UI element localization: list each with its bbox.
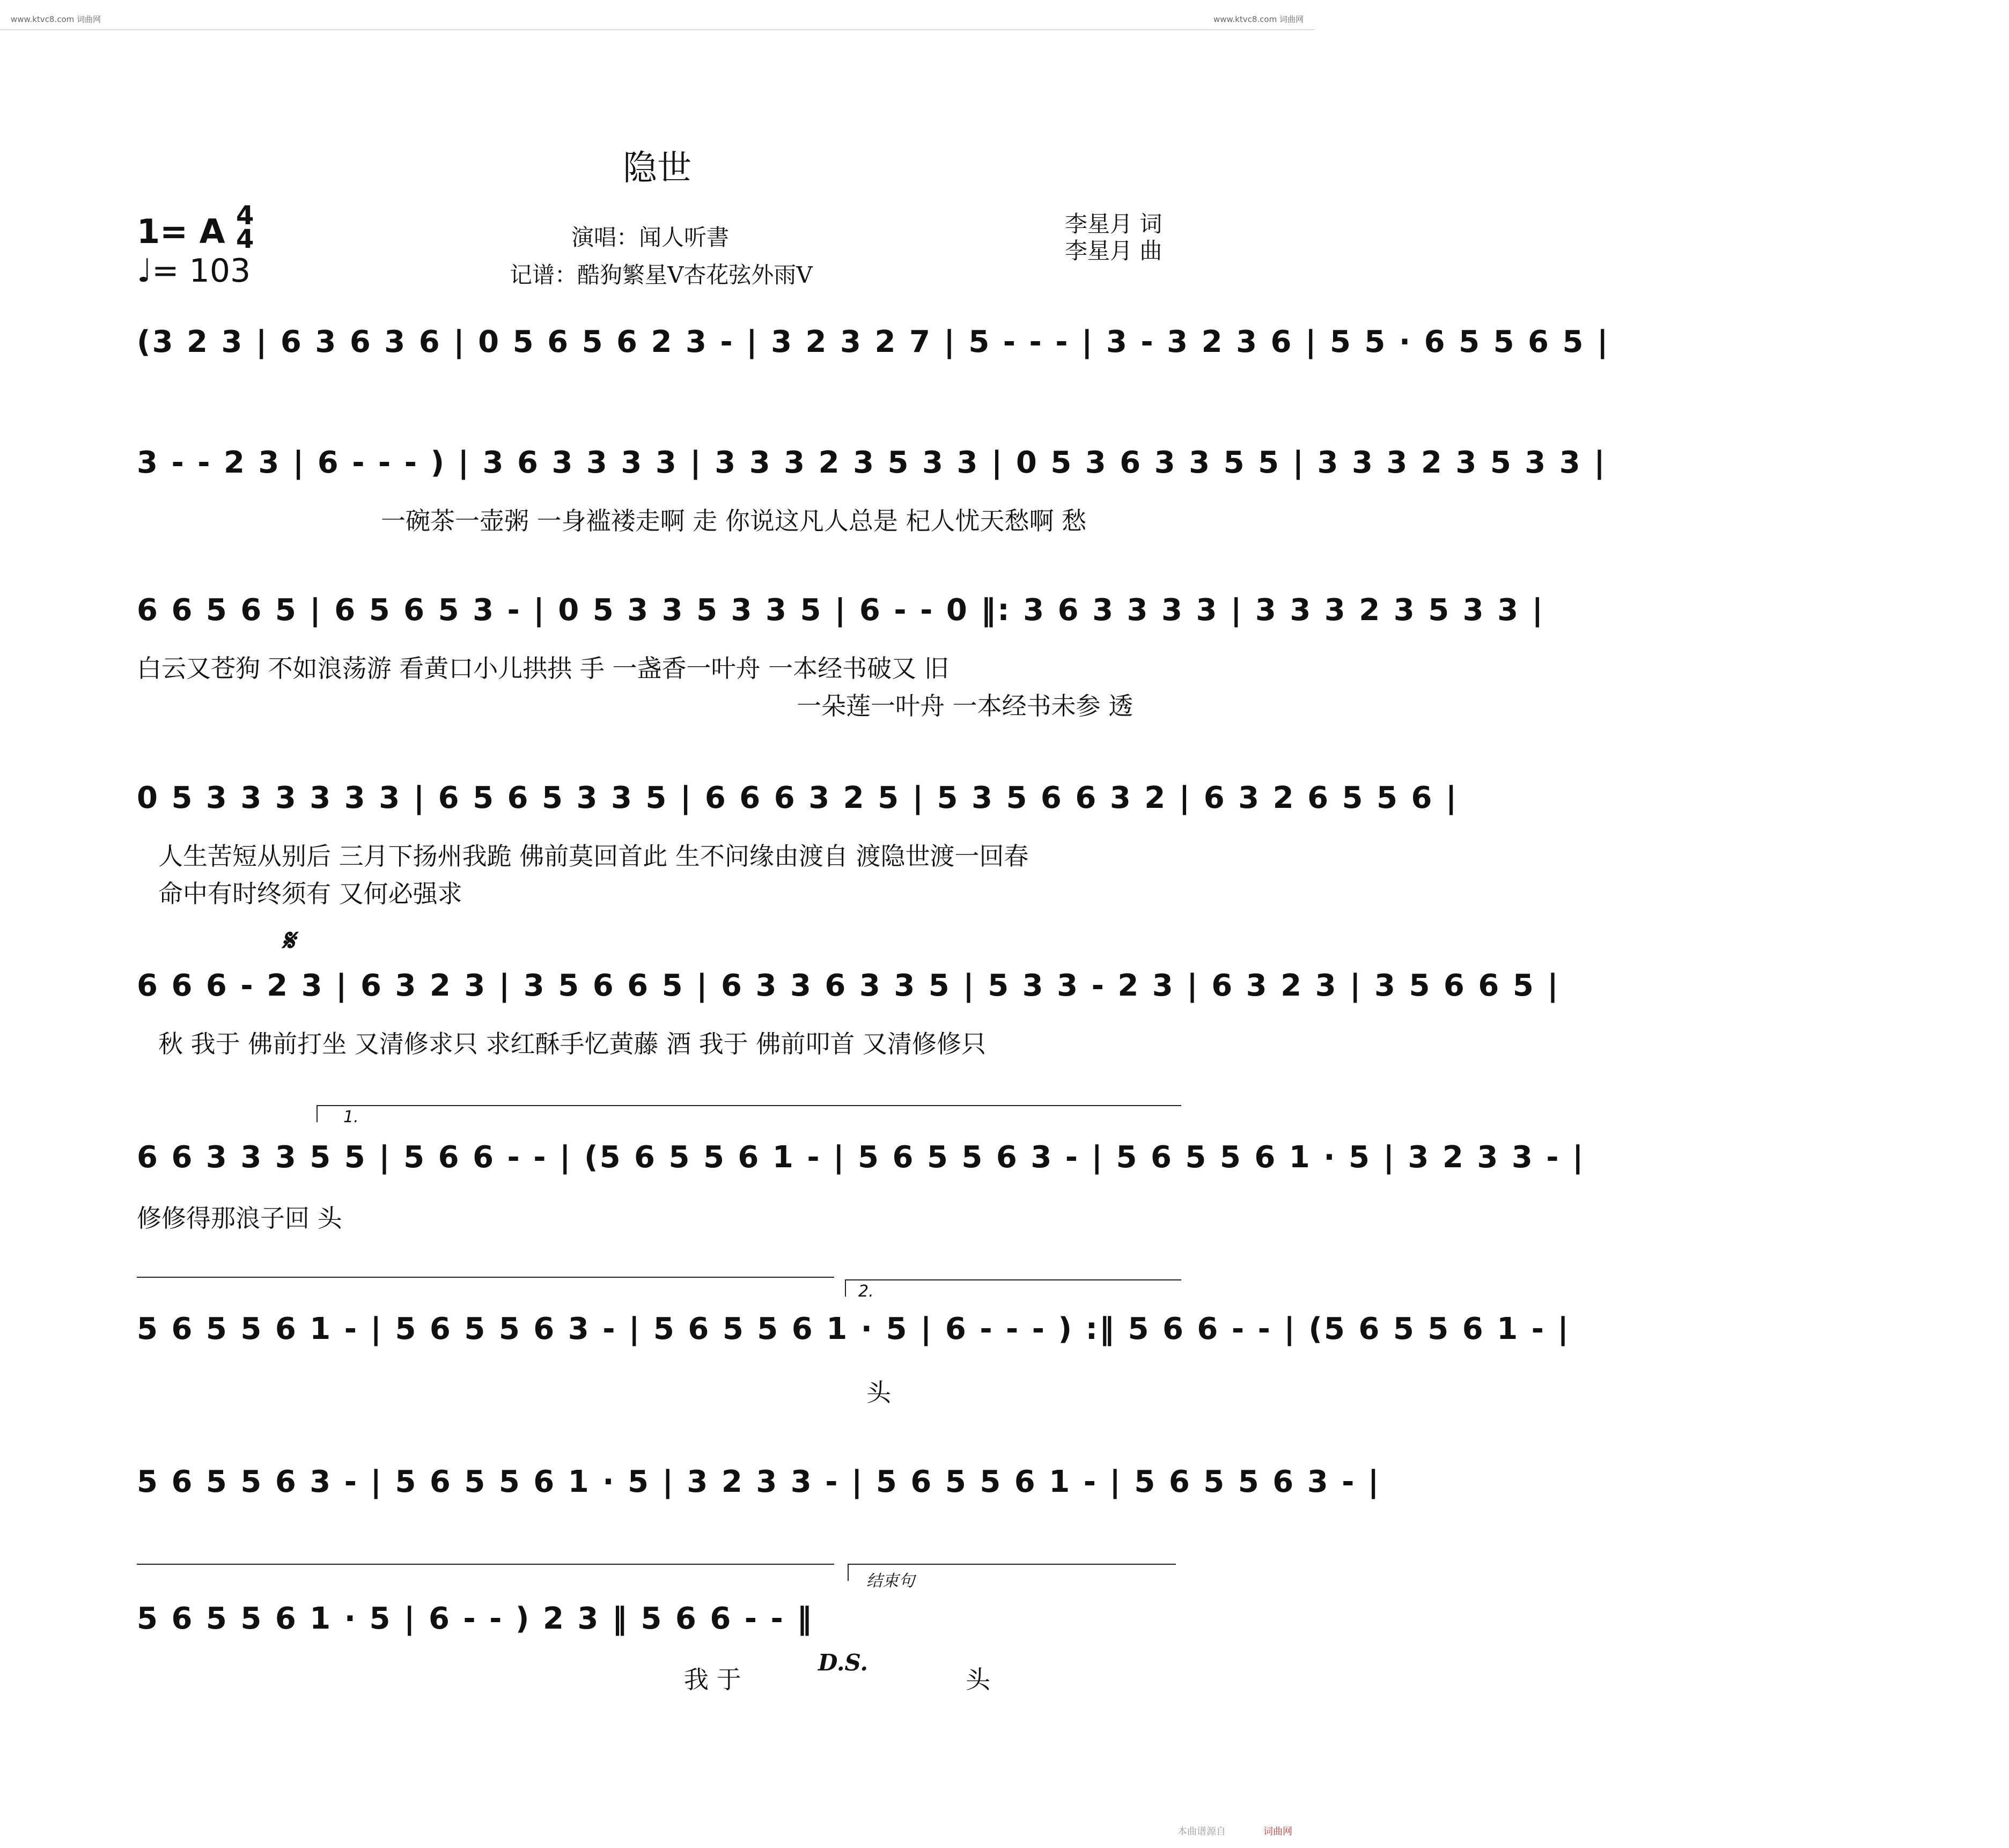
singer: 演唱：闻人听書 — [571, 224, 730, 251]
key-signature: 1= A — [137, 212, 225, 251]
meter-top: 4 — [236, 201, 254, 231]
notation-line-9: 5 6 5 5 6 1 · 5 | 6 - - ) 2 3 ‖ 5 6 6 - - ‖ — [137, 1601, 814, 1636]
transcriber: 记谱：酷狗繁星V杏花弦外雨V — [510, 262, 813, 288]
footer-left: 本曲谱源自 — [1178, 1826, 1226, 1837]
ds-mark: D.S. — [818, 1650, 869, 1676]
lyrics-line-3b: 一朵莲一叶舟 一本经书未参 透 — [797, 691, 1134, 720]
lyrics-line-9a: 我 于 — [684, 1665, 741, 1694]
notation-line-1: (3 2 3 | 6 3 6 3 6 | 0 5 6 5 6 2 3 - | 3 2 3 2 7 | 5 - - - | 3 - 3 2 3 6 | 5 5 · 6 5 5 6 5 | — [137, 325, 1610, 359]
notation-line-8: 5 6 5 5 6 3 - | 5 6 5 5 6 1 · 5 | 3 2 3 3 - | 5 6 5 5 6 1 - | 5 6 5 5 6 3 - | — [137, 1464, 1381, 1499]
lyrics-line-5: 秋 我于 佛前打坐 又清修求只 求红酥手忆黄藤 酒 我于 佛前叩首 又清修修只 — [158, 1029, 986, 1058]
lyricist: 李星月 词 — [1065, 211, 1162, 237]
notation-line-5: 6 6 6 - 2 3 | 6 3 2 3 | 3 5 6 6 5 | 6 3 3 6 3 3 5 | 5 3 3 - 2 3 | 6 3 2 3 | 3 5 6 6 5 | — [137, 968, 1560, 1003]
meter-bottom: 4 — [236, 224, 254, 254]
footer-right: 词曲网 — [1263, 1826, 1292, 1837]
ending-label: 结束句 — [866, 1572, 915, 1591]
volta-1-bracket — [317, 1105, 1181, 1122]
lyrics-line-4a: 人生苦短从别后 三月下扬州我跪 佛前莫回首此 生不问缘由渡自 渡隐世渡一回春 — [158, 842, 1029, 871]
notation-line-3: 6 6 5 6 5 | 6 5 6 5 3 - | 0 5 3 3 5 3 3 5 | 6 - - 0 ‖: 3 6 3 3 3 3 | 3 3 3 2 3 5 3 3 | — [137, 593, 1545, 628]
time-signature — [236, 201, 254, 254]
lyrics-line-9b: 头 — [966, 1665, 990, 1694]
volta-2-label: 2. — [858, 1282, 874, 1301]
notation-line-2: 3 - - 2 3 | 6 - - - ) | 3 6 3 3 3 3 | 3 3 3 2 3 5 3 3 | 0 5 3 6 3 3 5 5 | 3 3 3 2 3 5 3 3 | — [137, 445, 1607, 480]
lyrics-line-3a: 白云又苍狗 不如浪荡游 看黄口小儿拱拱 手 一盏香一叶舟 一本经书破又 旧 — [137, 654, 949, 683]
segno-mark: 𝄋 — [282, 923, 295, 958]
final-rule — [137, 1564, 834, 1565]
lyrics-line-7: 头 — [866, 1378, 891, 1407]
tempo: ♩= 103 — [137, 252, 251, 290]
volta-1-label: 1. — [343, 1108, 359, 1127]
lyrics-line-6: 修修得那浪子回 头 — [137, 1204, 342, 1233]
song-title: 隐世 — [623, 149, 691, 188]
notation-line-6: 6 6 3 3 3 5 5 | 5 6 6 - - | (5 6 5 5 6 1 - | 5 6 5 5 6 3 - | 5 6 5 5 6 1 · 5 | 3 2 3 3 - | — [137, 1140, 1585, 1175]
repeat-rule — [137, 1277, 834, 1278]
volta-2-bracket — [845, 1279, 1181, 1297]
lyrics-line-4b: 命中有时终须有 又何必强求 — [158, 879, 462, 908]
notation-line-7: 5 6 5 5 6 1 - | 5 6 5 5 6 3 - | 5 6 5 5 6 1 · 5 | 6 - - - ) :‖ 5 6 6 - - | (5 6 5 5 6 1 - | — [137, 1312, 1570, 1346]
composer: 李星月 曲 — [1065, 238, 1162, 264]
lyrics-line-2: 一碗茶一壶粥 一身褴褛走啊 走 你说这凡人总是 杞人忧天愁啊 愁 — [381, 506, 1087, 535]
notation-line-4: 0 5 3 3 3 3 3 3 | 6 5 6 5 3 3 5 | 6 6 6 3 2 5 | 5 3 5 6 6 3 2 | 6 3 2 6 5 5 6 | — [137, 781, 1459, 815]
header-left: www.ktvc8.com 词曲网 — [11, 14, 101, 24]
header-right: www.ktvc8.com 词曲网 — [1213, 14, 1304, 24]
